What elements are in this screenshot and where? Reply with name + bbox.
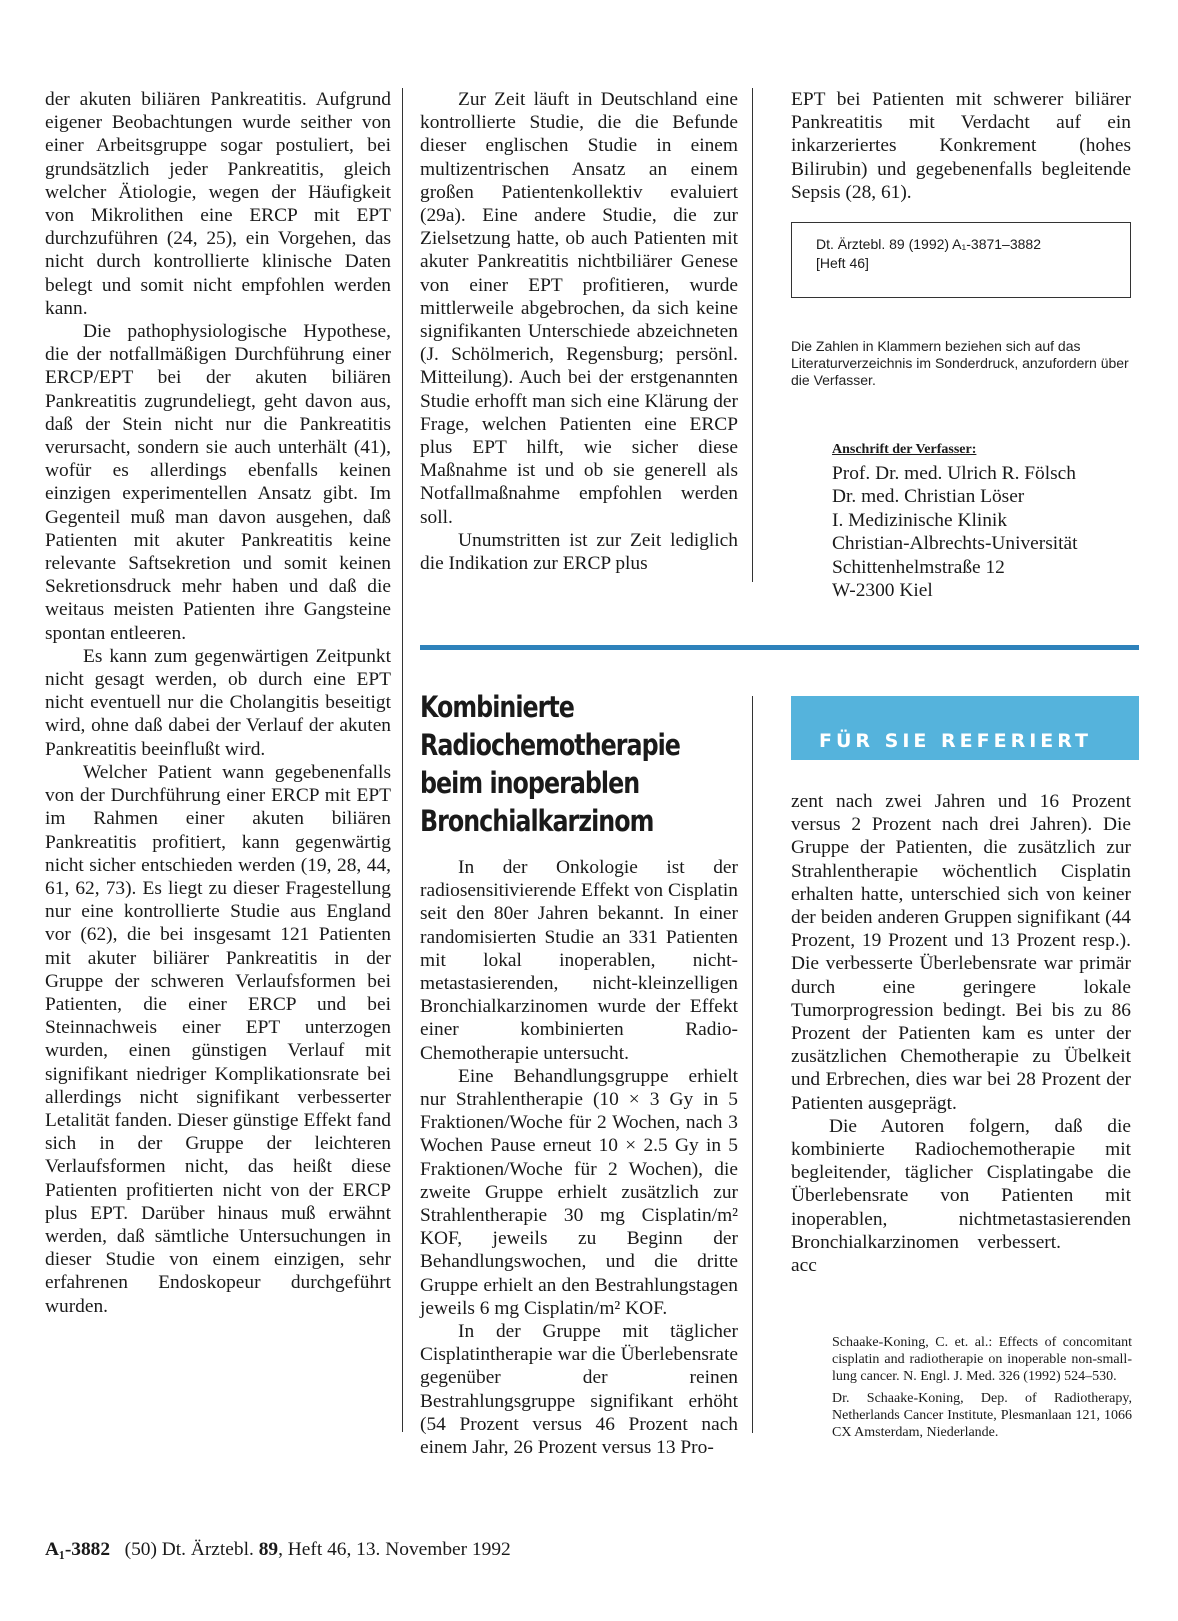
- page-code: A₁-3882: [45, 1539, 111, 1560]
- column-3-top: [791, 88, 1131, 204]
- reference: Dr. Schaake-Koning, Dep. of Radiotherapy, Netherlands Cancer Institute, Plesmanlaan 121, 1066 CX Amsterdam, Niederlande.: [832, 1391, 1132, 1440]
- column-1: [45, 88, 391, 1318]
- author-address: [832, 462, 1142, 602]
- address-line: Dr. med. Christian Löser: [832, 486, 1025, 508]
- section-rule: [420, 645, 1139, 650]
- paragraph: Eine Behandlungsgruppe erhielt nur Strahlentherapie (10 × 3 Gy in 5 Fraktionen/Woche für 2 Wochen, nach 3 Wochen Pause erneut 10 × 2.5 Gy in 5 Fraktionen/Woche für 2 Wochen), die zweite Gruppe erhielt zusätzlich zur Strahlentherapie 30 mg Cisplatin/m² KOF, jeweils zu Beginn der Behandlungswochen, und die dritte Gruppe erhielt an den Bestrahlungstagen jeweils 6 mg Cisplatin/m² KOF.: [420, 1065, 738, 1319]
- address-heading: Anschrift der Verfasser:: [832, 442, 977, 457]
- address-line: Schittenhelmstraße 12: [832, 556, 1005, 578]
- reference-note: Die Zahlen in Klammern beziehen sich auf das Literaturverzeichnis im Sonderdruck, anzufordern über die Verfasser.: [791, 338, 1129, 388]
- reference: Schaake-Koning, C. et. al.: Effects of concomitant cisplatin and radiotherapie on inoperable non-small-lung cancer. N. Engl. J. Med. 326 (1992) 524–530.: [832, 1335, 1132, 1384]
- address-line: Prof. Dr. med. Ulrich R. Fölsch: [832, 463, 1076, 484]
- paragraph: Unumstritten ist zur Zeit lediglich die Indikation zur ERCP plus: [420, 529, 738, 575]
- column-divider: [752, 696, 753, 1433]
- paragraph: Zur Zeit läuft in Deutschland eine kontrollierte Studie, die die Befunde dieser englischen Studie in einem multizentrischen Ansatz an einem großen Patientenkollektiv evaluiert (29a). Eine andere Studie, die zur Zielsetzung hatte, ob auch Patienten mit akuter Pankreatitis nichtbiliärer Genese von einer EPT profitieren, wurde mittlerweile abgebrochen, da sich keine signifikanten Unterschiede abzeichneten (J. Schölmerich, Regensburg; persönl. Mitteilung). Auch bei der erstgenannten Studie erhofft man sich eine Klärung der Frage, welchen Patienten eine ERCP plus EPT hilft, wie sicher diese Maßnahme ist und ob sie generell als Notfallmaßnahme empfohlen werden soll.: [420, 89, 738, 528]
- column-divider: [402, 88, 403, 1432]
- paragraph: In der Onkologie ist der radiosensitivierende Effekt von Cisplatin seit den 80er Jahren bekannt. In einer randomisierten Studie an 331 Patienten mit lokal inoperablen, nicht-metastasierenden, nicht-kleinzelligen Bronchialkarzinomen wurde der Effekt einer kombinierten Radio-Chemotherapie untersucht.: [420, 857, 738, 1064]
- address-line: I. Medizinische Klinik: [832, 509, 1008, 531]
- article-references: [832, 1334, 1132, 1446]
- page-footer: A₁-3882 (50) Dt. Ärztebl. 89, Heft 46, 13. November 1992: [45, 1539, 511, 1560]
- paragraph: zent nach zwei Jahren und 16 Prozent versus 2 Prozent nach drei Jahren). Die Gruppe der Patienten, die zusätzlich zur Strahlentherapie wöchentlich Cisplatin erhalten hatte, unterschied sich von keiner der beiden anderen Gruppen signifikant (44 Prozent, 19 Prozent und 13 Prozent resp.). Die verbesserte Überlebensrate war primär durch eine geringere lokale Tumorprogression bedingt. Bei bis zu 86 Prozent der Patienten kam es unter der zusätzlichen Chemotherapie zu Übelkeit und Erbrechen, dies war bei 28 Prozent der Patienten ausgeprägt.: [791, 791, 1131, 1114]
- citation-line: Dt. Ärztebl. 89 (1992) A₁-3871–3882: [816, 236, 1041, 252]
- paragraph: In der Gruppe mit täglicher Cisplatintherapie war die Überlebensrate gegenüber der reinen Bestrahlungsgruppe signifikant erhöht (54 Prozent versus 46 Prozent nach einem Jahr, 26 Prozent versus 13 Pro-: [420, 1321, 738, 1459]
- paragraph: der akuten biliären Pankreatitis. Aufgrund eigener Beobachtungen wurde seither von einer Arbeitsgruppe sogar postuliert, bei grundsätzlich jeder Pankreatitis, gleich welcher Ätiologie, wegen der Häufigkeit von Mikrolithen eine ERCP mit EPT durchzuführen (24, 25), ein Vorgehen, das nicht durch kontrollierte klinische Daten belegt und somit nicht empfohlen werden kann.: [45, 89, 391, 319]
- author-sign: acc: [791, 1255, 817, 1277]
- address-line: W-2300 Kiel: [832, 580, 933, 602]
- article-column-right: [791, 790, 1131, 1277]
- article-column-left: [420, 856, 738, 1459]
- citation-box: [791, 222, 1131, 298]
- banner-label: FÜR SIE REFERIERT: [819, 730, 1092, 752]
- column-divider: [752, 88, 753, 582]
- column-2-top: [420, 88, 738, 575]
- paragraph: Welcher Patient wann gegebenenfalls von der Durchführung einer ERCP mit EPT im Rahmen einer akuten biliären Pankreatitis profitiert, kann gegenwärtig nicht sicher entschieden werden (19, 28, 44, 61, 62, 73). Es liegt zu dieser Fragestellung nur eine kontrollierte Studie aus England vor (62), die bei insgesamt 121 Patienten mit akuter biliärer Pankreatitis in der Gruppe der schweren Verlaufsformen bei Patienten, die einer ERCP und bei Steinnachweis einer EPT unterzogen wurden, einen günstigen Verlauf mit signifikant niedriger Komplikationsrate bei allerdings nicht signifikant verbesserter Letalität fanden. Dieser günstige Effekt fand sich in der Gruppe der leichteren Verlaufsformen nicht, das heißt diese Patienten profitierten nicht von der ERCP plus EPT. Darüber hinaus muß erwähnt werden, daß sämtliche Untersuchungen in dieser Studie von einem einzigen, sehr erfahrenen Endoskopeur durchgeführt wurden.: [45, 761, 391, 1317]
- article-headline: Kombinierte Radiochemotherapie beim inoperablen Bronchialkarzinom: [420, 690, 680, 838]
- paragraph: EPT bei Patienten mit schwerer biliärer Pankreatitis mit Verdacht auf ein inkarzeriertes Konkrement (hohes Bilirubin) und gegebenenfalls begleitende Sepsis (28, 61).: [791, 89, 1131, 203]
- address-line: Christian-Albrechts-Universität: [832, 533, 1078, 555]
- paragraph: Die pathophysiologische Hypothese, die der notfallmäßigen Durchführung einer ERCP/EPT bei der akuten biliären Pankreatitis zugrundeliegt, geht davon aus, daß der Stein nicht nur die Pankreatitis verursacht, sondern sie auch unterhält (41), wofür es allerdings ebenfalls keinen einzigen experimentellen Ansatz gibt. Im Gegenteil muß man davon ausgehen, daß Patienten mit akuter Pankreatitis keine relevante Saftsekretion und somit keinen Sekretionsdruck mehr haben und daß die weitaus meisten Patienten ihre Gangsteine spontan entleeren.: [45, 321, 391, 644]
- paragraph: Es kann zum gegenwärtigen Zeitpunkt nicht gesagt werden, ob durch eine EPT nicht eventuell nur die Cholangitis beseitigt wird, ohne daß dabei der Verlauf der akuten Pankreatitis beeinflußt wird.: [45, 645, 391, 760]
- paragraph: Die Autoren folgern, daß die kombinierte Radiochemotherapie mit begleitender, täglicher Cisplatingabe die Überlebensrate von Patienten mit inoperablen, nichtmetastasierenden Bronchialkarzinomen verbessert.acc: [791, 1115, 1131, 1277]
- section-banner: [791, 696, 1139, 760]
- citation-line: [Heft 46]: [816, 255, 869, 271]
